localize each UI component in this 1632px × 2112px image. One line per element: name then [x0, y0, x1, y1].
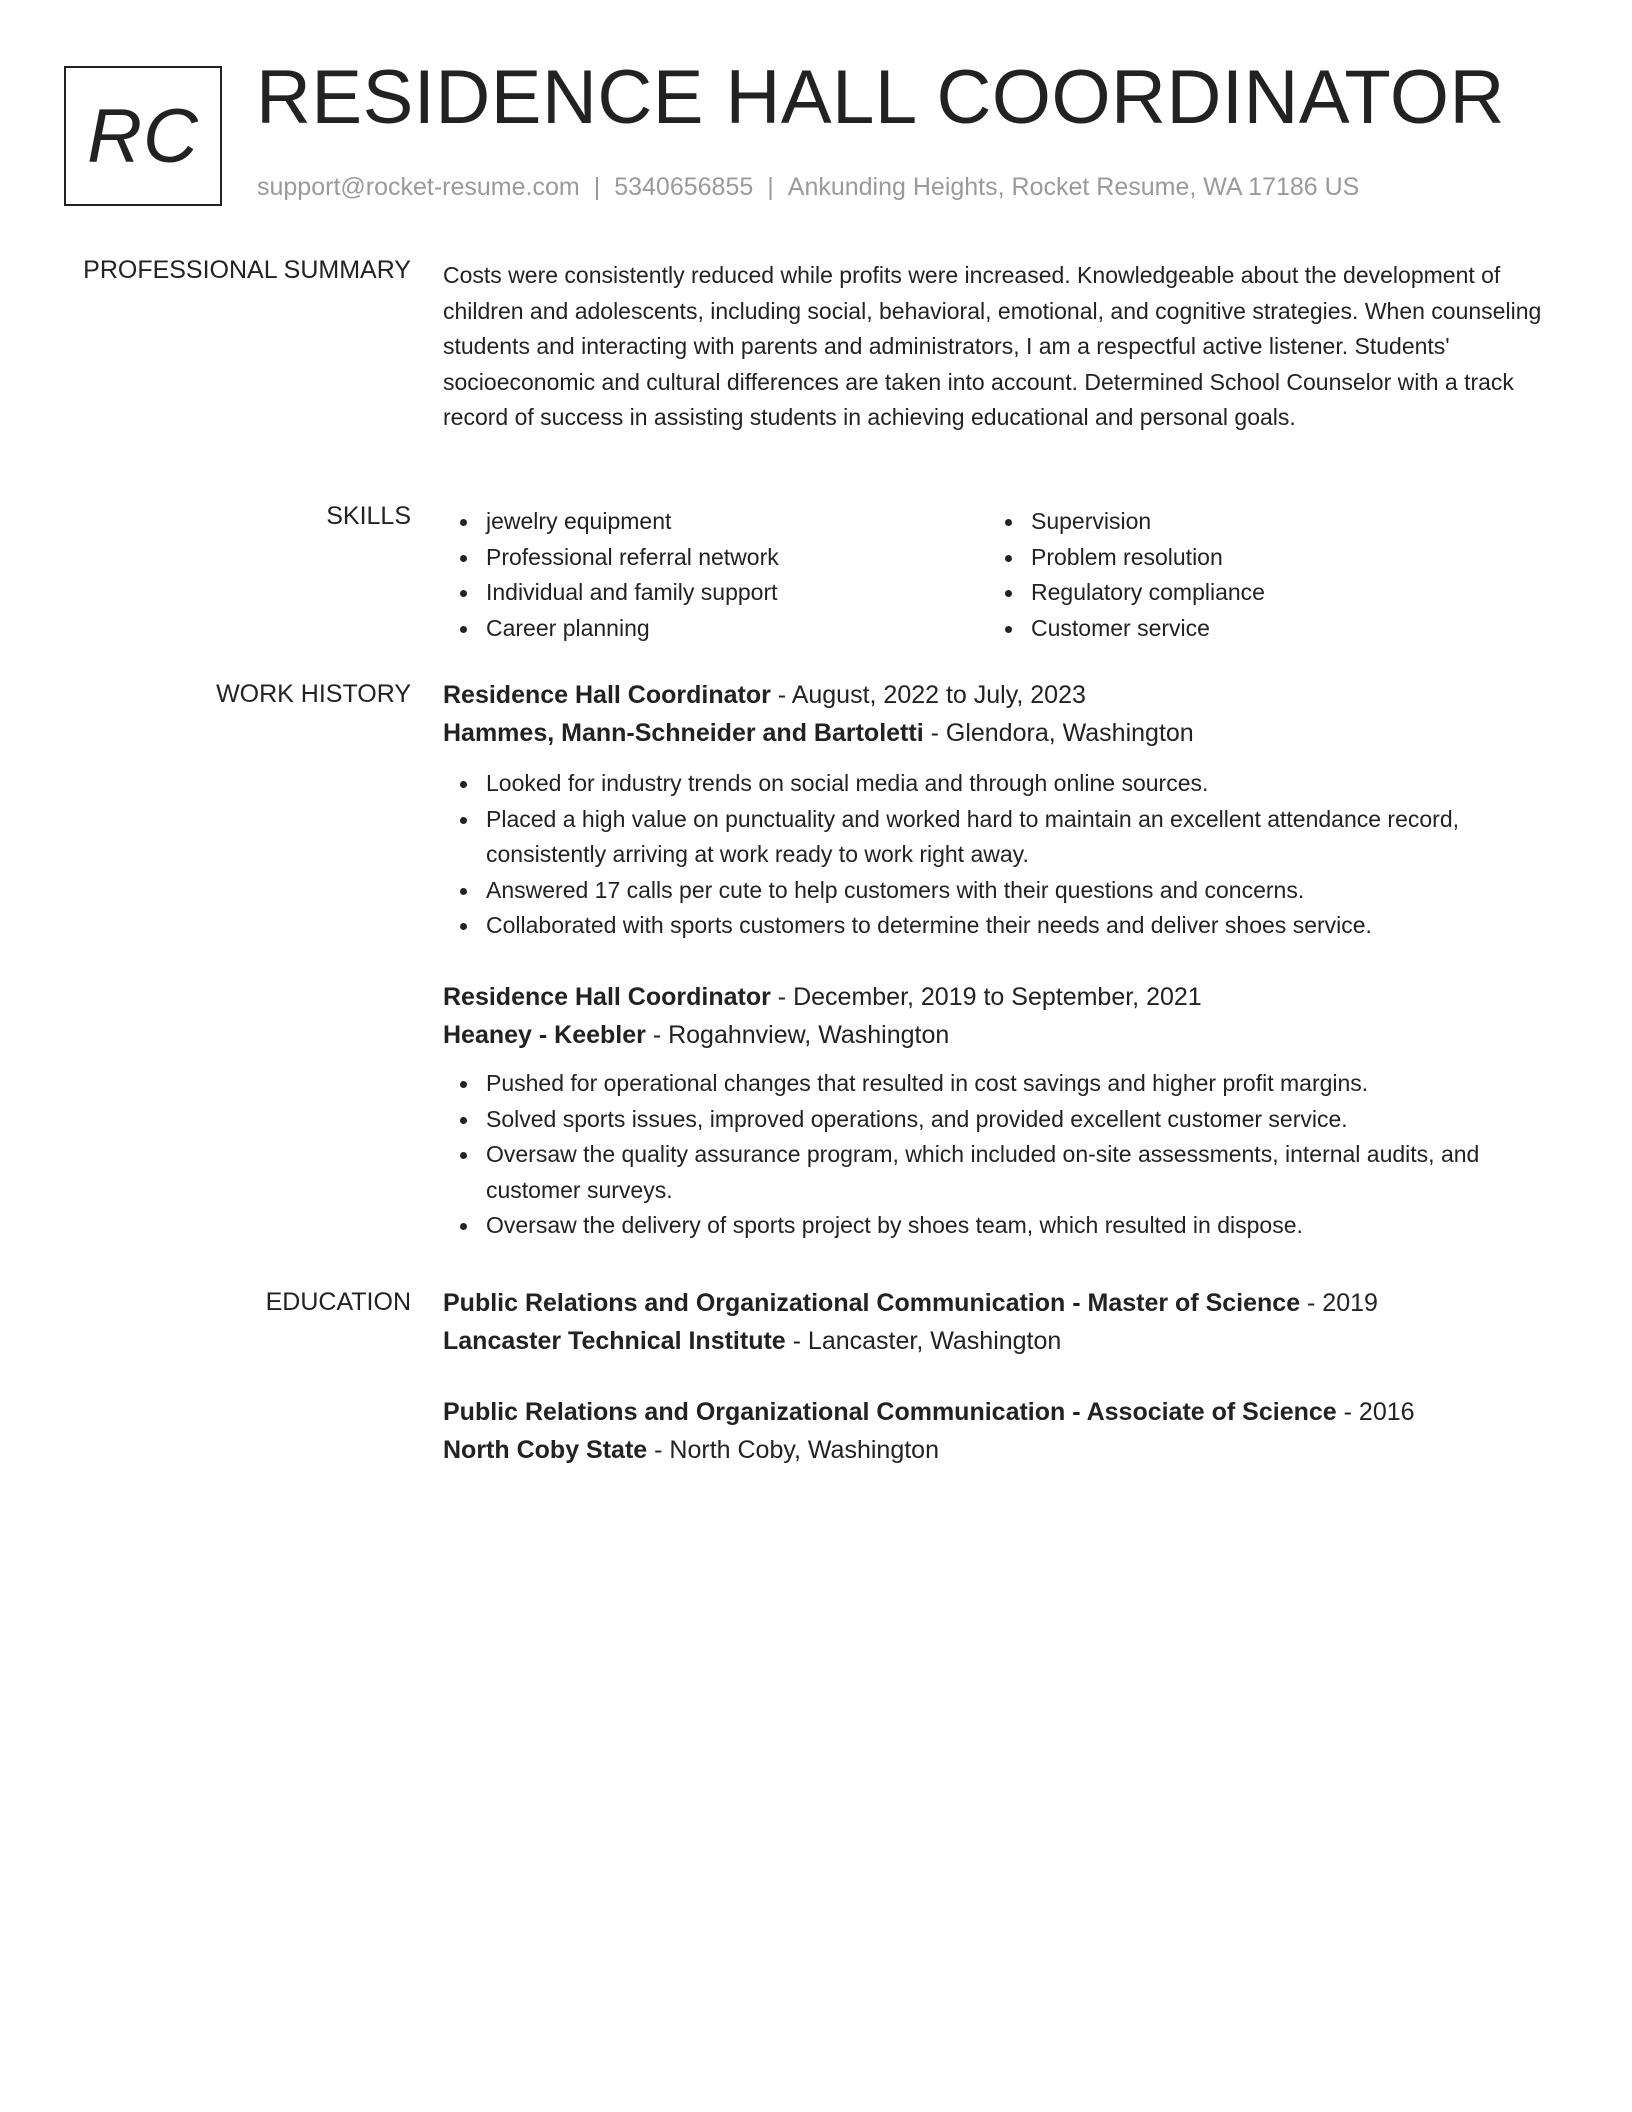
job-location: - Glendora, Washington: [923, 719, 1194, 747]
school-name: Lancaster Technical Institute: [443, 1327, 786, 1355]
monogram-initials: RC: [87, 93, 199, 179]
degree-name: Public Relations and Organizational Communication - Master of Science: [443, 1289, 1301, 1317]
skills-heading: SKILLS: [326, 502, 411, 530]
summary-heading: PROFESSIONAL SUMMARY: [83, 256, 411, 284]
education-heading: EDUCATION: [265, 1288, 411, 1316]
job-company: Heaney - Keebler: [443, 1021, 646, 1049]
degree-year: - 2019: [1300, 1289, 1378, 1317]
job-bullet: Pushed for operational changes that resulted in cost savings and higher profit margins.: [443, 1066, 1558, 1102]
school-line: [443, 1322, 1558, 1360]
job-title: Residence Hall Coordinator: [443, 681, 771, 709]
school-name: North Coby State: [443, 1436, 648, 1464]
skill-item: Professional referral network: [486, 540, 986, 576]
school-location: - Lancaster, Washington: [785, 1327, 1062, 1355]
skill-item: Customer service: [1031, 611, 1531, 647]
contact-email: support@rocket-resume.com: [257, 173, 580, 201]
job-title: Residence Hall Coordinator: [443, 983, 771, 1011]
skill-item: Regulatory compliance: [1031, 575, 1531, 611]
job-dates: - December, 2019 to September, 2021: [770, 983, 1202, 1011]
job-company: Hammes, Mann-Schneider and Bartoletti: [443, 719, 924, 747]
contact-phone: 5340656855: [614, 173, 754, 201]
skills-right-column: [988, 504, 1531, 646]
work-history-heading: WORK HISTORY: [216, 680, 411, 708]
job-title-line: [443, 676, 1558, 714]
skills-columns: [443, 504, 1558, 646]
job-company-line: [443, 1016, 1558, 1054]
school-location: - North Coby, Washington: [647, 1436, 939, 1464]
resume-title: RESIDENCE HALL COORDINATOR: [256, 55, 1505, 140]
contact-address: Ankunding Heights, Rocket Resume, WA 17186 US: [787, 173, 1360, 201]
job-bullet: Placed a high value on punctuality and worked hard to maintain an excellent attendance record, consistently arriving at work ready to work right away.: [443, 802, 1558, 873]
job-bullets: [443, 1066, 1558, 1244]
degree-name: Public Relations and Organizational Communication - Associate of Science: [443, 1398, 1337, 1426]
job-bullets: [443, 766, 1558, 944]
education-entry: [443, 1393, 1558, 1469]
skills-left-column: [443, 504, 986, 646]
degree-year: - 2016: [1336, 1398, 1415, 1426]
skill-item: Problem resolution: [1031, 540, 1531, 576]
skill-item: jewelry equipment: [486, 504, 986, 540]
skill-item: Individual and family support: [486, 575, 986, 611]
job-bullet: Solved sports issues, improved operations, and provided excellent customer service.: [443, 1102, 1558, 1138]
job-location: - Rogahnview, Washington: [645, 1021, 950, 1049]
monogram-logo: [64, 66, 222, 206]
education-entry: [443, 1284, 1558, 1360]
job-bullet: Oversaw the delivery of sports project by shoes team, which resulted in dispose.: [443, 1208, 1558, 1244]
job-dates: - August, 2022 to July, 2023: [770, 681, 1086, 709]
contact-line: [257, 173, 1359, 202]
contact-separator: |: [593, 173, 601, 201]
degree-line: [443, 1393, 1558, 1431]
degree-line: [443, 1284, 1558, 1322]
skill-item: Supervision: [1031, 504, 1531, 540]
job-title-line: [443, 978, 1558, 1016]
job-entry: [443, 676, 1558, 944]
summary-text: Costs were consistently reduced while profits were increased. Knowledgeable about the development of children and adolescents, including social, behavioral, emotional, and cognitive strategies. When counseling students and interacting with parents and administrators, I am a respectful active listener. Students' socioeconomic and cultural differences are taken into account. Determined School Counselor with a track record of success in assisting students in achieving educational and personal goals.: [443, 262, 1542, 430]
school-line: [443, 1431, 1558, 1469]
job-company-line: [443, 714, 1558, 752]
job-bullet: Looked for industry trends on social media and through online sources.: [443, 766, 1558, 802]
job-bullet: Oversaw the quality assurance program, which included on-site assessments, internal audits, and customer surveys.: [443, 1137, 1558, 1208]
job-bullet: Answered 17 calls per cute to help customers with their questions and concerns.: [443, 873, 1558, 909]
job-entry: [443, 978, 1558, 1244]
skill-item: Career planning: [486, 611, 986, 647]
job-bullet: Collaborated with sports customers to determine their needs and deliver shoes service.: [443, 908, 1558, 944]
contact-separator: |: [767, 173, 774, 201]
